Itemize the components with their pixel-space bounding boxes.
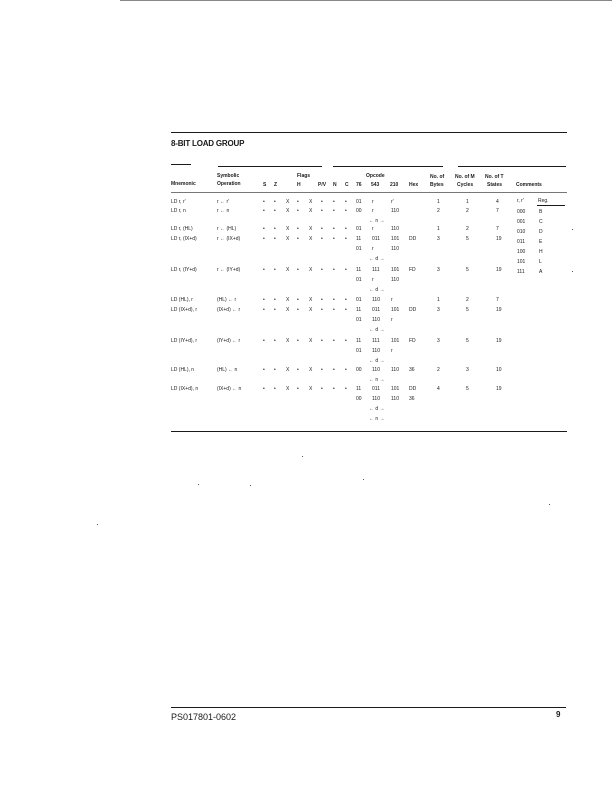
document-number: PS017801-0602: [171, 712, 237, 722]
operation-cell: r ← n: [217, 208, 230, 214]
register-code-cell: 000: [517, 209, 526, 215]
flag-cell: •: [263, 267, 265, 273]
opcode-76-cell: 11: [356, 267, 362, 273]
opcode-line2-cell: 110: [372, 317, 380, 323]
flag-cell: •: [274, 367, 276, 373]
section-title: 8-BIT LOAD GROUP: [171, 139, 245, 148]
flag-cell: •: [297, 199, 299, 205]
m-cycles-cell: 5: [466, 307, 469, 313]
hex-cell: DD: [409, 386, 417, 392]
page-number: 9: [556, 710, 561, 719]
opcode-543-cell: 011: [372, 236, 380, 242]
opcode-210-cell: 101: [391, 236, 400, 242]
bytes-cell: 1: [437, 297, 440, 303]
flag-cell: •: [274, 338, 276, 344]
opcode-210-cell: 101: [391, 386, 400, 392]
flag-cell: •: [321, 367, 323, 373]
bytes-cell: 3: [437, 236, 440, 242]
flag-cell: •: [333, 297, 335, 303]
m-cycles-cell: 2: [466, 208, 469, 214]
m-cycles-cell: 5: [466, 236, 469, 242]
opcode-76-cell: 11: [356, 338, 362, 344]
header-comments: Comments: [516, 182, 542, 188]
footer-rule: [171, 707, 566, 708]
operation-cell: r ← r': [217, 199, 230, 205]
flag-cell: •: [333, 307, 335, 313]
operation-cell: (HL) ← r: [217, 297, 237, 303]
flag-cell: •: [263, 236, 265, 242]
flag-cell: X: [309, 267, 313, 273]
header-bottom-rule: [171, 192, 567, 193]
bytes-cell: 2: [437, 367, 440, 373]
header-rule-flags: [218, 166, 322, 167]
header-flag-z: Z: [274, 182, 278, 188]
header-states: States: [487, 182, 503, 188]
flag-cell: •: [297, 307, 299, 313]
m-cycles-cell: 3: [466, 367, 469, 373]
flag-cell: •: [333, 267, 335, 273]
flag-cell: •: [274, 199, 276, 205]
register-code-cell: 101: [517, 259, 526, 265]
t-states-cell: 19: [496, 267, 502, 273]
flag-cell: X: [286, 386, 290, 392]
flag-cell: X: [309, 236, 313, 242]
header-opcode: Opcode: [366, 173, 385, 179]
register-name-cell: H: [539, 249, 543, 255]
mnemonic-cell: LD (IY+d), r: [171, 338, 197, 344]
header-bytes: Bytes: [430, 182, 444, 188]
flag-cell: X: [309, 367, 313, 373]
reg-header-reg: Reg.: [538, 198, 549, 204]
flag-cell: •: [297, 297, 299, 303]
operation-cell: (IY+d) ← r: [217, 338, 241, 344]
flag-cell: •: [345, 236, 347, 242]
flag-cell: •: [345, 367, 347, 373]
header-flag-h: H: [297, 182, 301, 188]
header-operation: Operation: [217, 181, 241, 187]
scan-speck: [250, 485, 251, 486]
header-no-of: No. of: [430, 174, 445, 180]
opcode-76-cell: 00: [356, 208, 362, 214]
flag-cell: X: [286, 367, 290, 373]
opcode-line2-cell: 01: [356, 317, 362, 323]
flag-cell: •: [263, 386, 265, 392]
register-code-cell: 011: [517, 239, 525, 245]
mnemonic-cell: LD r, r': [171, 199, 186, 205]
m-cycles-cell: 2: [466, 226, 469, 232]
flag-cell: X: [286, 338, 290, 344]
m-cycles-cell: 5: [466, 386, 469, 392]
reg-header-rule: [537, 205, 565, 206]
flag-cell: X: [286, 236, 290, 242]
register-code-cell: 001: [517, 219, 526, 225]
t-states-cell: 4: [496, 199, 499, 205]
opcode-543-cell: 111: [372, 267, 380, 273]
header-bits-543: 543: [371, 182, 380, 188]
scan-speck: [572, 229, 573, 230]
opcode-76-cell: 01: [356, 226, 362, 232]
opcode-line2-cell: 36: [409, 396, 415, 402]
opcode-line2-cell: 00: [356, 396, 362, 402]
flag-cell: •: [263, 367, 265, 373]
operation-cell: r ← (IX+d): [217, 236, 241, 242]
operand-byte-cell: ← d →: [369, 406, 385, 412]
flag-cell: •: [321, 297, 323, 303]
mnemonic-cell: LD (HL), n: [171, 367, 195, 373]
opcode-210-cell: r: [391, 297, 393, 303]
operand-byte-cell: ← d →: [369, 358, 385, 364]
operand-byte-cell: ← d →: [369, 256, 385, 262]
scan-speck: [549, 504, 550, 505]
flag-cell: •: [321, 199, 323, 205]
bytes-cell: 4: [437, 386, 440, 392]
opcode-line2-cell: 01: [356, 246, 362, 252]
bytes-cell: 2: [437, 208, 440, 214]
scan-speck: [363, 479, 364, 480]
flag-cell: •: [263, 297, 265, 303]
t-states-cell: 19: [496, 307, 502, 313]
header-flag-s: S: [263, 182, 267, 188]
operation-cell: (HL) ← n: [217, 367, 238, 373]
hex-cell: FD: [409, 338, 416, 344]
opcode-210-cell: 101: [391, 307, 400, 313]
flag-cell: •: [263, 199, 265, 205]
flag-cell: •: [333, 236, 335, 242]
operand-byte-cell: ← n →: [369, 416, 385, 422]
flag-cell: •: [297, 338, 299, 344]
mnemonic-cell: LD (HL), r: [171, 297, 193, 303]
opcode-210-cell: 110: [391, 226, 399, 232]
flag-cell: •: [345, 297, 347, 303]
header-symbolic: Symbolic: [217, 173, 240, 179]
operation-cell: r ← (HL): [217, 226, 237, 232]
mnemonic-cell: LD (IX+d), r: [171, 307, 197, 313]
register-name-cell: A: [539, 269, 543, 275]
flag-cell: •: [321, 386, 323, 392]
flag-cell: X: [286, 226, 290, 232]
opcode-76-cell: 00: [356, 367, 362, 373]
header-rule-opcode: [333, 166, 443, 167]
flag-cell: •: [297, 236, 299, 242]
t-states-cell: 19: [496, 236, 502, 242]
m-cycles-cell: 1: [466, 199, 469, 205]
flag-cell: •: [321, 267, 323, 273]
flag-cell: •: [297, 267, 299, 273]
flag-cell: •: [274, 297, 276, 303]
hex-cell: 36: [409, 367, 415, 373]
flag-cell: •: [297, 226, 299, 232]
opcode-76-cell: 01: [356, 297, 362, 303]
opcode-210-cell: 101: [391, 338, 400, 344]
opcode-76-cell: 01: [356, 199, 362, 205]
opcode-543-cell: 110: [372, 367, 380, 373]
opcode-line2-cell: r: [372, 246, 374, 252]
flag-cell: •: [263, 208, 265, 214]
flag-cell: •: [345, 386, 347, 392]
bytes-cell: 3: [437, 267, 440, 273]
register-name-cell: C: [539, 219, 543, 225]
flag-cell: •: [263, 307, 265, 313]
mnemonic-cell: LD r, (IX+d): [171, 236, 197, 242]
flag-cell: •: [274, 307, 276, 313]
flag-cell: X: [309, 226, 313, 232]
flag-cell: •: [333, 199, 335, 205]
operand-byte-cell: ← d →: [369, 287, 385, 293]
opcode-543-cell: r: [372, 199, 374, 205]
opcode-line2-cell: 110: [372, 396, 380, 402]
opcode-line2-cell: 110: [372, 348, 380, 354]
hex-cell: DD: [409, 236, 417, 242]
opcode-76-cell: 11: [356, 236, 362, 242]
register-code-cell: 111: [517, 269, 525, 275]
flag-cell: •: [274, 386, 276, 392]
t-states-cell: 10: [496, 367, 502, 373]
t-states-cell: 7: [496, 297, 499, 303]
header-cycles: Cycles: [457, 182, 474, 188]
flag-cell: •: [274, 226, 276, 232]
bytes-cell: 3: [437, 307, 440, 313]
flag-cell: •: [333, 226, 335, 232]
flag-cell: •: [297, 367, 299, 373]
register-code-cell: 100: [517, 249, 526, 255]
register-name-cell: B: [539, 209, 543, 215]
hex-cell: DD: [409, 307, 417, 313]
header-flag-c: C: [345, 182, 349, 188]
flag-cell: •: [345, 208, 347, 214]
operand-byte-cell: ← n →: [369, 218, 385, 224]
flag-cell: •: [263, 338, 265, 344]
flag-cell: X: [309, 208, 313, 214]
opcode-76-cell: 11: [356, 386, 362, 392]
operand-byte-cell: ← n →: [369, 377, 385, 383]
register-name-cell: L: [539, 259, 542, 265]
mnemonic-cell: LD r, n: [171, 208, 186, 214]
reg-header-r: r, r': [517, 198, 524, 204]
header-rule-mnemonic: [171, 164, 191, 165]
opcode-line2-cell: 110: [391, 396, 399, 402]
operation-cell: (IX+d) ← r: [217, 307, 241, 313]
hex-cell: FD: [409, 267, 416, 273]
opcode-210-cell: 101: [391, 267, 400, 273]
flag-cell: •: [321, 307, 323, 313]
opcode-76-cell: 11: [356, 307, 362, 313]
flag-cell: X: [286, 307, 290, 313]
header-bits-76: 76: [356, 182, 362, 188]
opcode-line2-cell: 110: [391, 246, 399, 252]
t-states-cell: 19: [496, 386, 502, 392]
opcode-line2-cell: 110: [391, 277, 399, 283]
flag-cell: •: [345, 267, 347, 273]
opcode-543-cell: r: [372, 226, 374, 232]
m-cycles-cell: 2: [466, 297, 469, 303]
operation-cell: r ← (IY+d): [217, 267, 241, 273]
flag-cell: •: [345, 307, 347, 313]
flag-cell: •: [345, 226, 347, 232]
bytes-cell: 1: [437, 226, 440, 232]
header-rule-right: [458, 166, 566, 167]
flag-cell: X: [309, 386, 313, 392]
operand-byte-cell: ← d →: [369, 327, 385, 333]
flag-cell: •: [297, 208, 299, 214]
bytes-cell: 3: [437, 338, 440, 344]
flag-cell: •: [333, 386, 335, 392]
operation-cell: (IX+d) ← n: [217, 386, 242, 392]
flag-cell: •: [274, 208, 276, 214]
table-bottom-rule: [171, 431, 567, 432]
flag-cell: •: [274, 236, 276, 242]
flag-cell: •: [321, 226, 323, 232]
flag-cell: •: [274, 267, 276, 273]
header-flag-pv: P/V: [318, 182, 327, 188]
mnemonic-cell: LD (IX+d), n: [171, 386, 199, 392]
opcode-543-cell: 011: [372, 307, 380, 313]
opcode-line2-cell: r: [391, 317, 393, 323]
flag-cell: •: [321, 236, 323, 242]
flag-cell: X: [309, 199, 313, 205]
opcode-543-cell: 011: [372, 386, 380, 392]
header-mnemonic: Mnemonic: [171, 181, 196, 187]
header-no-of-m: No. of M: [455, 174, 475, 180]
register-name-cell: D: [539, 229, 543, 235]
header-flag-n: N: [333, 182, 337, 188]
opcode-210-cell: 110: [391, 367, 399, 373]
header-no-of-t: No. of T: [485, 174, 504, 180]
scan-speck: [198, 484, 199, 485]
flag-cell: •: [321, 208, 323, 214]
t-states-cell: 7: [496, 208, 499, 214]
opcode-210-cell: r': [391, 199, 394, 205]
header-flags: Flags: [297, 173, 311, 179]
flag-cell: X: [286, 208, 290, 214]
register-name-cell: E: [539, 239, 543, 245]
header-hex: Hex: [409, 182, 419, 188]
flag-cell: •: [263, 226, 265, 232]
flag-cell: •: [333, 367, 335, 373]
flag-cell: •: [345, 199, 347, 205]
flag-cell: •: [345, 338, 347, 344]
flag-cell: X: [286, 199, 290, 205]
opcode-543-cell: r: [372, 208, 374, 214]
opcode-line2-cell: 01: [356, 348, 362, 354]
scan-speck: [572, 271, 573, 272]
opcode-line2-cell: r: [391, 348, 393, 354]
flag-cell: X: [309, 338, 313, 344]
m-cycles-cell: 5: [466, 267, 469, 273]
bytes-cell: 1: [437, 199, 440, 205]
flag-cell: •: [333, 338, 335, 344]
title-rule: [171, 132, 567, 133]
opcode-210-cell: 110: [391, 208, 399, 214]
flag-cell: X: [309, 297, 313, 303]
mnemonic-cell: LD r, (HL): [171, 226, 193, 232]
flag-cell: X: [286, 297, 290, 303]
mnemonic-cell: LD r, (IY+d): [171, 267, 197, 273]
flag-cell: X: [286, 267, 290, 273]
flag-cell: •: [321, 338, 323, 344]
t-states-cell: 7: [496, 226, 499, 232]
header-bits-210: 210: [390, 182, 399, 188]
flag-cell: •: [333, 208, 335, 214]
top-border: [120, 0, 612, 1]
opcode-line2-cell: r: [372, 277, 374, 283]
flag-cell: •: [297, 386, 299, 392]
t-states-cell: 19: [496, 338, 502, 344]
opcode-543-cell: 111: [372, 338, 380, 344]
register-code-cell: 010: [517, 229, 526, 235]
m-cycles-cell: 5: [466, 338, 469, 344]
flag-cell: X: [309, 307, 313, 313]
opcode-line2-cell: 01: [356, 277, 362, 283]
opcode-543-cell: 110: [372, 297, 380, 303]
scan-speck: [302, 456, 303, 457]
scan-speck: [97, 524, 98, 525]
